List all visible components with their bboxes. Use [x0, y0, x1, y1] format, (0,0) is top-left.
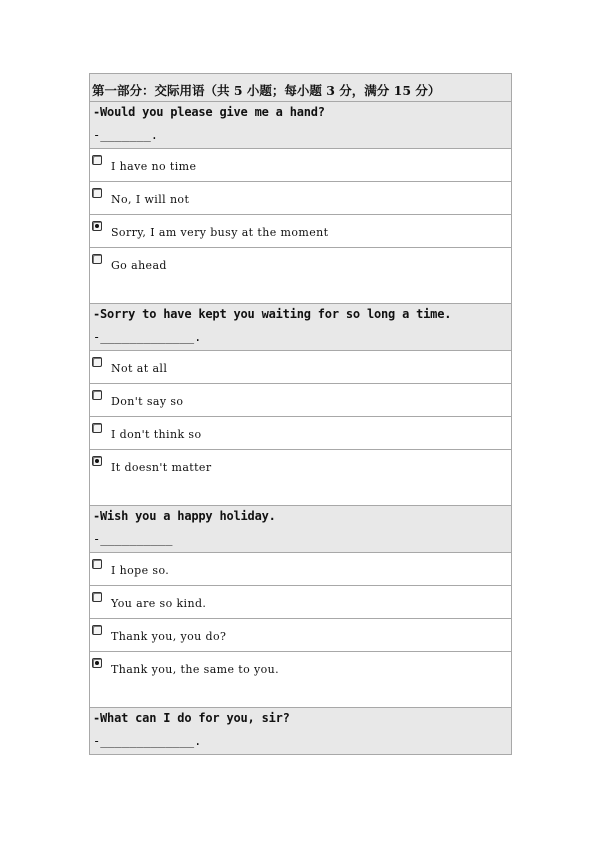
answer-blank: -_____________.: [93, 330, 202, 344]
question-prompt: -Wish you a happy holiday.: [93, 509, 276, 523]
radio-checked-icon[interactable]: [92, 221, 102, 231]
option-row[interactable]: [90, 248, 511, 304]
answer-blank: -__________: [93, 532, 173, 546]
option-row[interactable]: [90, 149, 511, 182]
option-row[interactable]: [90, 586, 511, 619]
option-row[interactable]: [90, 351, 511, 384]
question-prompt: -What can I do for you, sir?: [93, 711, 290, 725]
option-label: No, I will not: [111, 193, 190, 206]
radio-unchecked-icon[interactable]: [92, 625, 102, 635]
option-row[interactable]: [90, 619, 511, 652]
option-label: Thank you, you do?: [111, 630, 227, 643]
question-list: [90, 102, 511, 755]
question-2: [90, 304, 511, 351]
question-3: [90, 506, 511, 553]
answer-blank: -_______.: [93, 128, 159, 142]
option-row[interactable]: [90, 417, 511, 450]
option-row[interactable]: [90, 553, 511, 586]
answer-blank: -_____________.: [93, 734, 202, 748]
question-prompt: -Would you please give me a hand?: [93, 105, 325, 119]
radio-unchecked-icon[interactable]: [92, 390, 102, 400]
option-row[interactable]: [90, 215, 511, 248]
radio-checked-icon[interactable]: [92, 658, 102, 668]
question-1: [90, 102, 511, 149]
option-row[interactable]: [90, 652, 511, 708]
radio-unchecked-icon[interactable]: [92, 188, 102, 198]
option-row[interactable]: [90, 182, 511, 215]
option-label: I hope so.: [111, 564, 170, 577]
question-prompt: -Sorry to have kept you waiting for so long a time.: [93, 307, 452, 321]
option-row[interactable]: [90, 450, 511, 506]
radio-unchecked-icon[interactable]: [92, 423, 102, 433]
radio-unchecked-icon[interactable]: [92, 357, 102, 367]
option-label: Thank you, the same to you.: [111, 663, 280, 676]
question-4: [90, 708, 511, 755]
radio-unchecked-icon[interactable]: [92, 592, 102, 602]
radio-unchecked-icon[interactable]: [92, 254, 102, 264]
option-label: Don't say so: [111, 395, 184, 408]
option-label: It doesn't matter: [111, 461, 212, 474]
option-label: I don't think so: [111, 428, 202, 441]
option-label: Sorry, I am very busy at the moment: [111, 226, 329, 239]
option-label: Go ahead: [111, 259, 167, 272]
quiz-sheet: [89, 73, 512, 755]
radio-unchecked-icon[interactable]: [92, 559, 102, 569]
option-label: Not at all: [111, 362, 168, 375]
radio-unchecked-icon[interactable]: [92, 155, 102, 165]
section-title: 第一部分：交际用语（共 5 小题；每小题 3 分，满分 15 分）: [90, 74, 511, 102]
option-label: I have no time: [111, 160, 197, 173]
option-row[interactable]: [90, 384, 511, 417]
radio-checked-icon[interactable]: [92, 456, 102, 466]
option-label: You are so kind.: [111, 597, 207, 610]
